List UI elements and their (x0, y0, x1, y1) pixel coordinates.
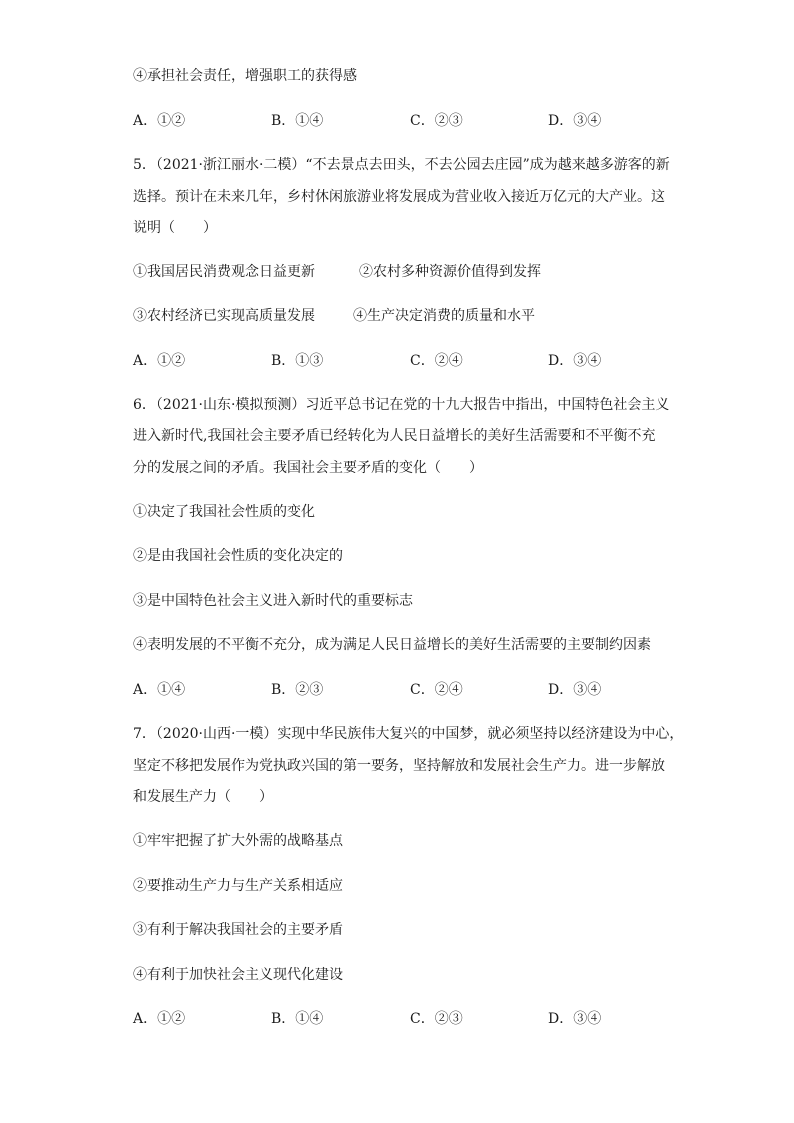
q4-choice-a: A．①② (133, 113, 186, 129)
q5-option-2: ②农村多种资源价值得到发挥 (359, 264, 541, 280)
q5-choices (133, 351, 633, 371)
q6-choice-c: C．②④ (410, 682, 463, 698)
q6-stem-line-1: 6．（2021·山东·模拟预测）习近平总书记在党的十九大报告中指出，中国特色社会主义 (133, 397, 670, 413)
q5-stem-line-3: 说明（ ） (133, 220, 217, 236)
q4-choice-c: C．②③ (410, 113, 463, 129)
q5-stem-line-1: 5．（2021·浙江丽水·二模）“不去景点去田头，不去公园去庄园”成为越来越多游客的新 (133, 157, 670, 173)
q6-option-3: ③是中国特色社会主义进入新时代的重要标志 (133, 593, 413, 609)
q5-stem-line-2: 选择。预计在未来几年，乡村休闲旅游业将发展成为营业收入接近万亿元的大产业。这 (133, 189, 665, 205)
q7-choice-c: C．②③ (410, 1011, 463, 1027)
q6-stem-line-2: 进入新时代,我国社会主要矛盾已经转化为人民日益增长的美好生活需要和不平衡不充 (133, 428, 656, 444)
q5-option-3: ③农村经济已实现高质量发展 (133, 308, 315, 324)
q7-stem-line-1: 7．（2020·山西·一模）实现中华民族伟大复兴的中国梦，就必须坚持以经济建设为中心， (133, 726, 684, 742)
q5-choice-b: B．①③ (271, 353, 324, 369)
q6-choice-d: D．③④ (548, 682, 602, 698)
q7-choice-a: A．①② (133, 1011, 186, 1027)
q6-choices (133, 680, 633, 700)
q7-option-4: ④有利于加快社会主义现代化建设 (133, 967, 343, 983)
q5-choice-d: D．③④ (548, 353, 602, 369)
q6-choice-b: B．②③ (271, 682, 324, 698)
q7-choices (133, 1009, 633, 1029)
q6-option-2: ②是由我国社会性质的变化决定的 (133, 548, 343, 564)
q6-option-1: ①决定了我国社会性质的变化 (133, 504, 315, 520)
q5-options-row-2 (133, 306, 535, 326)
q7-choice-d: D．③④ (548, 1011, 602, 1027)
q7-stem-line-3: 和发展生产力（ ） (133, 789, 273, 805)
q6-choice-a: A．①④ (133, 682, 186, 698)
q4-choice-b: B．①④ (271, 113, 324, 129)
q6-stem-line-3: 分的发展之间的矛盾。我国社会主要矛盾的变化（ ） (133, 460, 483, 476)
q4-choices (133, 111, 633, 131)
q5-option-1: ①我国居民消费观念日益更新 (133, 264, 315, 280)
q5-option-4: ④生产决定消费的质量和水平 (353, 308, 535, 324)
q4-option-4: ④承担社会责任，增强职工的获得感 (133, 68, 357, 84)
q7-option-1: ①牢牢把握了扩大外需的战略基点 (133, 833, 343, 849)
q7-option-3: ③有利于解决我国社会的主要矛盾 (133, 922, 343, 938)
q5-choice-c: C．②④ (410, 353, 463, 369)
q7-option-2: ②要推动生产力与生产关系相适应 (133, 878, 343, 894)
q7-choice-b: B．①④ (271, 1011, 324, 1027)
q5-choice-a: A．①② (133, 353, 186, 369)
q5-options-row-1 (133, 262, 541, 282)
q4-choice-d: D．③④ (548, 113, 602, 129)
q6-option-4: ④表明发展的不平衡不充分，成为满足人民日益增长的美好生活需要的主要制约因素 (133, 637, 651, 653)
q7-stem-line-2: 坚定不移把发展作为党执政兴国的第一要务，坚持解放和发展社会生产力。进一步解放 (133, 758, 665, 774)
